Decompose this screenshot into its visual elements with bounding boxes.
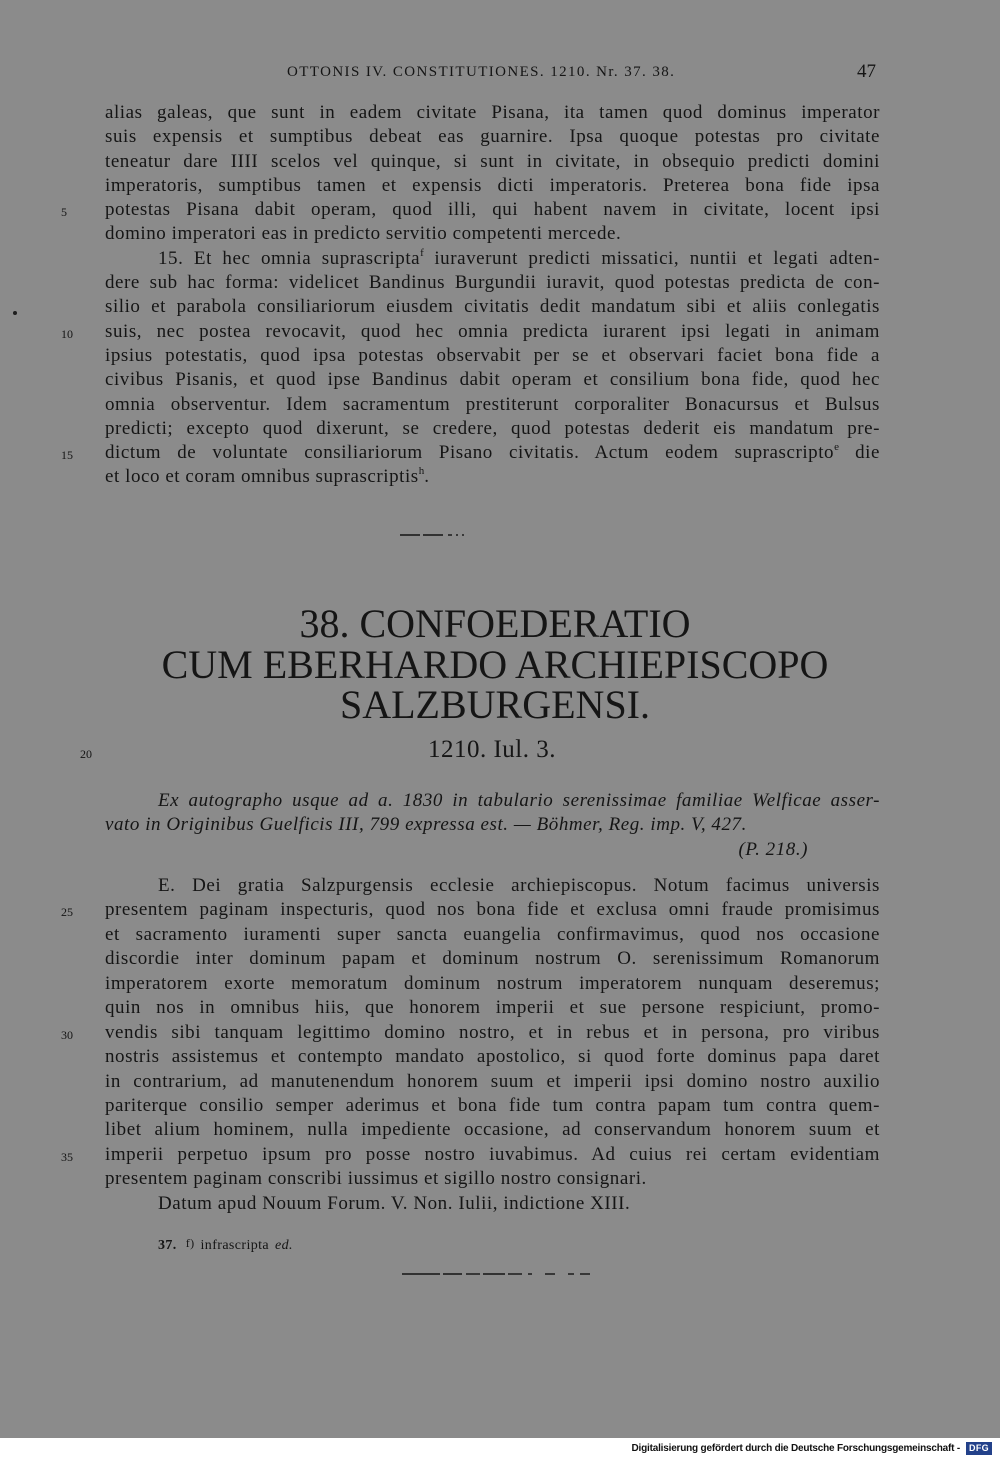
- text-line: [105, 344, 880, 368]
- line-number: 15: [61, 448, 73, 463]
- line-text: nostris assistemus et contempto mandato apostolico, si quod forte dominus papa daret: [105, 1046, 880, 1068]
- line-text: die: [838, 442, 880, 464]
- text-line: [61, 320, 880, 344]
- text-line: [105, 813, 880, 837]
- text-line: [105, 174, 880, 198]
- text-line: [105, 368, 880, 392]
- text-line: [105, 874, 880, 898]
- title-line: 38. CONFOEDERATIO: [299, 601, 691, 646]
- line-text: Ex autographo usque ad a. 1830 in tabulario serenissimae familiae Welficae asser-: [158, 790, 880, 811]
- section-separator: [400, 1271, 594, 1277]
- line-text: 15. Et hec omnia suprascripta: [158, 247, 421, 269]
- line-text: ipsius potestatis, quod ipsa potestas observabit per se et observari faciet bona fide a: [105, 344, 880, 366]
- title-line: SALZBURGENSI.: [339, 682, 651, 727]
- footer-credit: Digitalisierung gefördert durch die Deutsche Forschungsgemeinschaft -: [631, 1443, 960, 1454]
- paragraph: [105, 789, 880, 838]
- line-text: vato in Originibus Guelficis III, 799 expressa est. — Böhmer, Reg. imp. V, 427.: [105, 814, 747, 836]
- scan-speck: [13, 311, 17, 315]
- text-line: [105, 101, 880, 125]
- section-separator: [398, 532, 470, 538]
- title-line: CUM EBERHARDO ARCHIEPISCOPO: [161, 641, 829, 687]
- line-text: discordie inter dominum papam et dominum nostrum O. serenissimum Romanorum: [105, 948, 880, 970]
- paragraph: [105, 1192, 880, 1216]
- footnote-mark: f): [185, 1236, 195, 1250]
- document-date: 1210. Iul. 3.: [427, 736, 557, 763]
- line-text: potestas Pisana dabit operam, quod illi, qui habent navem in civitate, locent ipsi: [105, 199, 880, 221]
- line-number: 10: [61, 326, 73, 341]
- text-line: [61, 1021, 880, 1045]
- line-text: vendis sibi tanquam legittimo domino nostro, et in rebus et in persona, pro viribus: [105, 1021, 880, 1043]
- footnote-abbreviation: ed.: [275, 1238, 293, 1253]
- text-line: [105, 247, 880, 271]
- footnote-reference-mark: h: [418, 465, 425, 478]
- line-text: imperii perpetuo ipsum pro posse nostro iuvabimus. Ad cuius rei certam evidentiam: [105, 1143, 880, 1165]
- line-text: omnia observentur. Idem sacramentum prestiterunt corporaliter Bonacursus et Bulsus: [105, 393, 880, 415]
- paragraph: [61, 874, 880, 1192]
- line-text: libet alium hominem, nulla impediente occasione, ad conservandum honorem suum et: [105, 1119, 880, 1141]
- text-line: [105, 1192, 880, 1216]
- line-text: .: [424, 466, 430, 488]
- footnote-reference-mark: f: [420, 246, 424, 259]
- line-text: teneatur dare IIII scelos vel quinque, si sunt in civitate, in obsequio predicti domini: [105, 150, 880, 172]
- footnote-reference-mark: e: [834, 441, 839, 454]
- line-text: civibus Pisanis, et quod ipse Bandinus dabit operam et consilium bona fide, quod hec: [105, 369, 880, 391]
- document-37-text: [61, 101, 880, 490]
- line-text: Datum apud Nouum Forum. V. Non. Iulii, indictione XIII.: [158, 1192, 631, 1214]
- line-text: iuraverunt predicti missatici, nuntii et legati adten-: [423, 247, 880, 269]
- text-line: [105, 222, 880, 246]
- text-line: [105, 1118, 880, 1142]
- line-text: E. Dei gratia Salzpurgensis ecclesie archiepiscopus. Notum facimus universis: [158, 875, 880, 896]
- text-line: [105, 1045, 880, 1069]
- line-text: alias galeas, que sunt in eadem civitate Pisana, ita tamen quod dominus imperator: [105, 102, 880, 123]
- source-note-lines: [105, 789, 880, 838]
- text-line: [105, 417, 880, 441]
- footnote-document-number: 37.: [158, 1238, 177, 1253]
- text-line: [105, 923, 880, 947]
- line-text: quin nos in omnibus hiis, que honorem imperii et sue persone respiciunt, promo-: [105, 997, 880, 1019]
- paragraph: [61, 246, 880, 490]
- text-line: [105, 1094, 880, 1118]
- line-text: dere sub hac forma: videlicet Bandinus Burgundii iuravit, quod potestas predicta de con-: [105, 272, 880, 294]
- text-line: [105, 271, 880, 295]
- text-line: [61, 441, 880, 465]
- text-line: [61, 198, 880, 222]
- text-line: [105, 465, 880, 489]
- line-number: 25: [61, 905, 73, 920]
- line-text: presentem paginam conscribi iussimus et sigillo nostro consignari.: [105, 1168, 647, 1190]
- line-text: et sacramento iuramenti super sancta euangelia confirmavimus, quod nos occasione: [105, 923, 880, 945]
- text-line: [105, 947, 880, 971]
- line-number: 20: [80, 747, 92, 761]
- line-text: et loco et coram omnibus suprascriptis: [105, 466, 419, 488]
- text-line: [105, 789, 880, 813]
- footnote-text: infrascripta: [200, 1238, 270, 1253]
- text-line: [105, 125, 880, 149]
- text-line: [61, 1143, 880, 1167]
- text-line: [105, 295, 880, 319]
- line-text: domino imperatori eas in predicto servitio competenti mercede.: [105, 223, 622, 245]
- source-reference: (P. 218.): [738, 838, 808, 860]
- line-text: suis, nec postea revocavit, quod hec omnia predicta iurarent ipsi legati in animam: [105, 320, 880, 342]
- text-line: [105, 1070, 880, 1094]
- line-text: suis expensis et sumptibus debeat eas guarnire. Ipsa quoque potestas pro civitate: [105, 126, 880, 148]
- text-line: [105, 972, 880, 996]
- dfg-logo: DFG: [966, 1442, 992, 1455]
- text-line: [105, 393, 880, 417]
- text-line: [61, 898, 880, 922]
- line-text: predicti; excepto quod dixerunt, se credere, quod potestas dederit eis mandatum pre-: [105, 417, 880, 439]
- page-number: 47: [857, 61, 876, 82]
- line-text: imperatoris, sumptibus tamen et expensis dicti imperatoris. Preterea bona fide ipsa: [105, 174, 880, 196]
- line-text: pariterque consilio semper aderimus et bona fide tum contra papam tum contra quem-: [105, 1094, 880, 1116]
- line-text: imperatorem exorte memoratum dominum nostrum imperatorem nunquam deseremus;: [105, 972, 880, 994]
- text-line: [105, 150, 880, 174]
- text-line: [105, 996, 880, 1020]
- line-text: in contrarium, ad manutenendum honorem suum et imperii ipsi domino nostro auxilio: [105, 1070, 880, 1092]
- line-text: presentem paginam inspecturis, quod nos bona fide et exclusa omni fraude promisimus: [105, 899, 880, 921]
- line-text: silio et parabola consiliariorum eiusdem civitatis dedit mandatum sibi et aliis conlegatis: [105, 296, 880, 318]
- footer-bar: [0, 1438, 1000, 1459]
- footnote: [158, 1236, 293, 1255]
- paragraph: [61, 101, 880, 247]
- document-38-text: [61, 874, 880, 1216]
- line-number: 30: [61, 1027, 73, 1042]
- line-number: 35: [61, 1149, 73, 1164]
- line-text: dictum de voluntate consiliariorum Pisano civitatis. Actum eodem suprascripto: [105, 442, 835, 464]
- running-title: OTTONIS IV. CONSTITUTIONES. 1210. Nr. 37. 38.: [287, 64, 676, 80]
- source-note: [105, 789, 880, 862]
- text-line: [105, 1167, 880, 1191]
- line-number: 5: [61, 205, 67, 220]
- document-38-title: [0, 601, 990, 727]
